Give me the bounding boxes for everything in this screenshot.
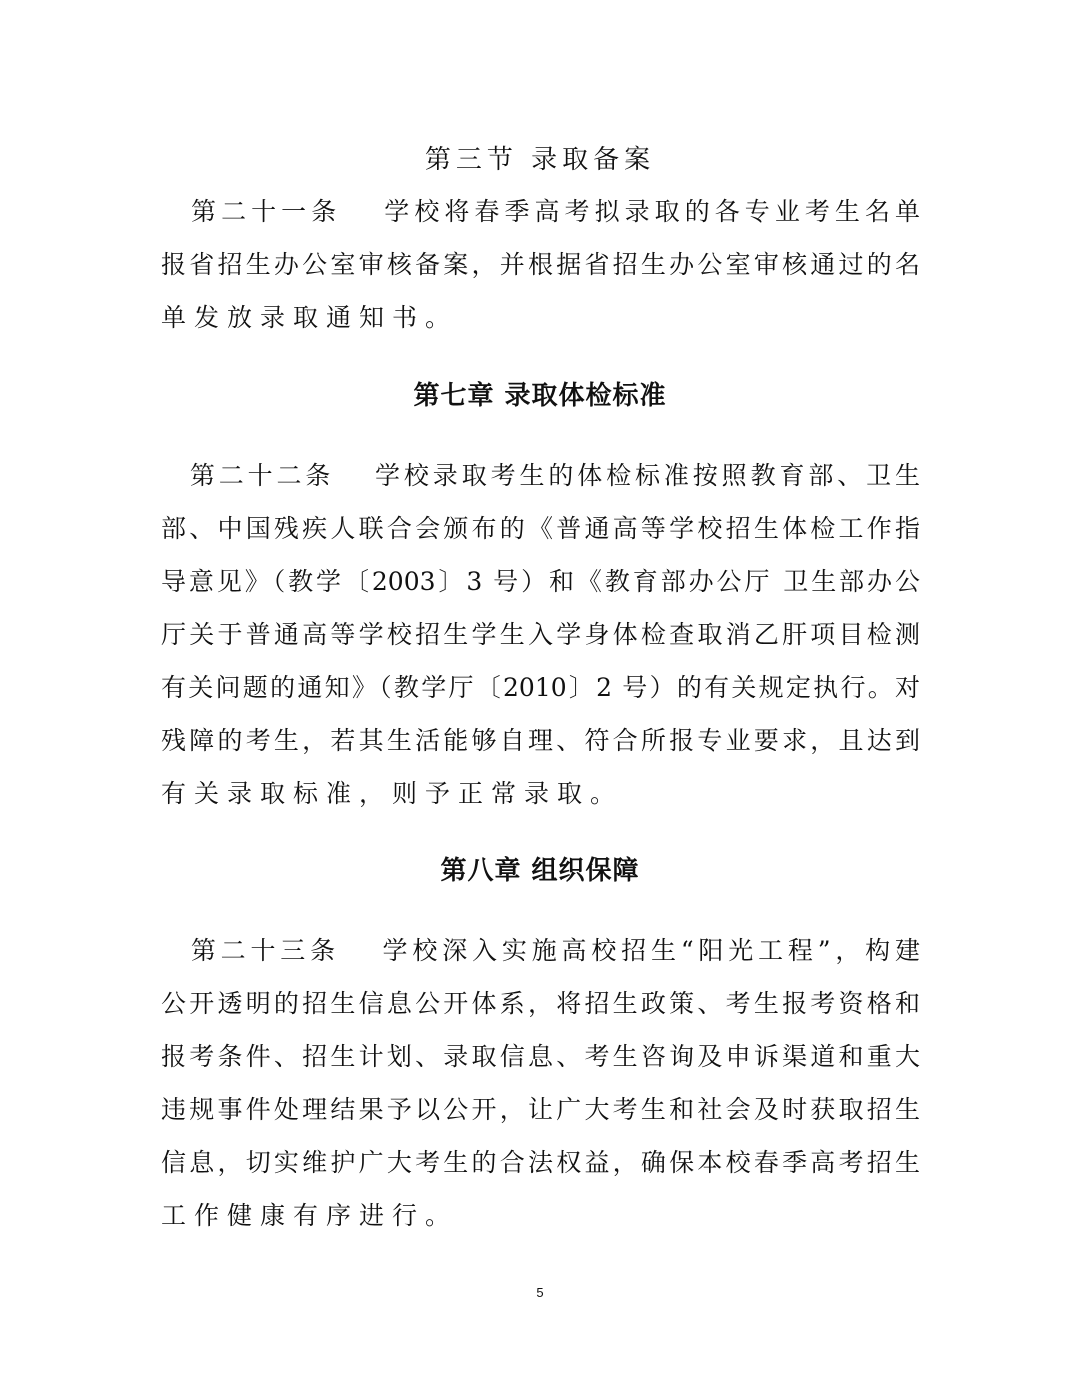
paragraph-line: 报考条件、招生计划、录取信息、考生咨询及申诉渠道和重大 (161, 1042, 920, 1071)
paragraph-line: 有关问题的通知》（教学厅〔2010〕2 号）的有关规定执行。对 (161, 673, 920, 702)
paragraph-line: 报省招生办公室审核备案，并根据省招生办公室审核通过的名 (161, 250, 920, 279)
paragraph-line: 导意见》（教学〔2003〕3 号）和《教育部办公厅 卫生部办公 (161, 567, 920, 596)
paragraph-line: 信息，切实维护广大考生的合法权益，确保本校春季高考招生 (161, 1148, 920, 1177)
paragraph-line: 有关录取标准，则予正常录取。 (161, 779, 624, 808)
paragraph-line: 厅关于普通高等学校招生学生入学身体检查取消乙肝项目检测 (161, 620, 920, 649)
paragraph-line: 第二十三条 学校深入实施高校招生“阳光工程”，构建 (161, 936, 920, 965)
page-number: 5 (536, 1285, 544, 1300)
paragraph-line: 第二十一条 学校将春季高考拟录取的各专业考生名单 (161, 197, 920, 226)
paragraph-line: 违规事件处理结果予以公开，让广大考生和社会及时获取招生 (161, 1095, 920, 1124)
paragraph-line: 公开透明的招生信息公开体系，将招生政策、考生报考资格和 (161, 989, 920, 1018)
paragraph-line: 工作健康有序进行。 (161, 1201, 459, 1230)
paragraph-line: 部、中国残疾人联合会颁布的《普通高等学校招生体检工作指 (161, 514, 920, 543)
chapter-title: 第七章 录取体检标准 (413, 381, 667, 411)
paragraph-line: 单发放录取通知书。 (161, 303, 459, 332)
paragraph-line: 第二十二条 学校录取考生的体检标准按照教育部、卫生 (161, 461, 920, 490)
chapter-title: 第八章 组织保障 (440, 856, 640, 886)
paragraph-line: 残障的考生，若其生活能够自理、符合所报专业要求，且达到 (161, 726, 920, 755)
section-title: 第三节 录取备案 (424, 145, 656, 175)
